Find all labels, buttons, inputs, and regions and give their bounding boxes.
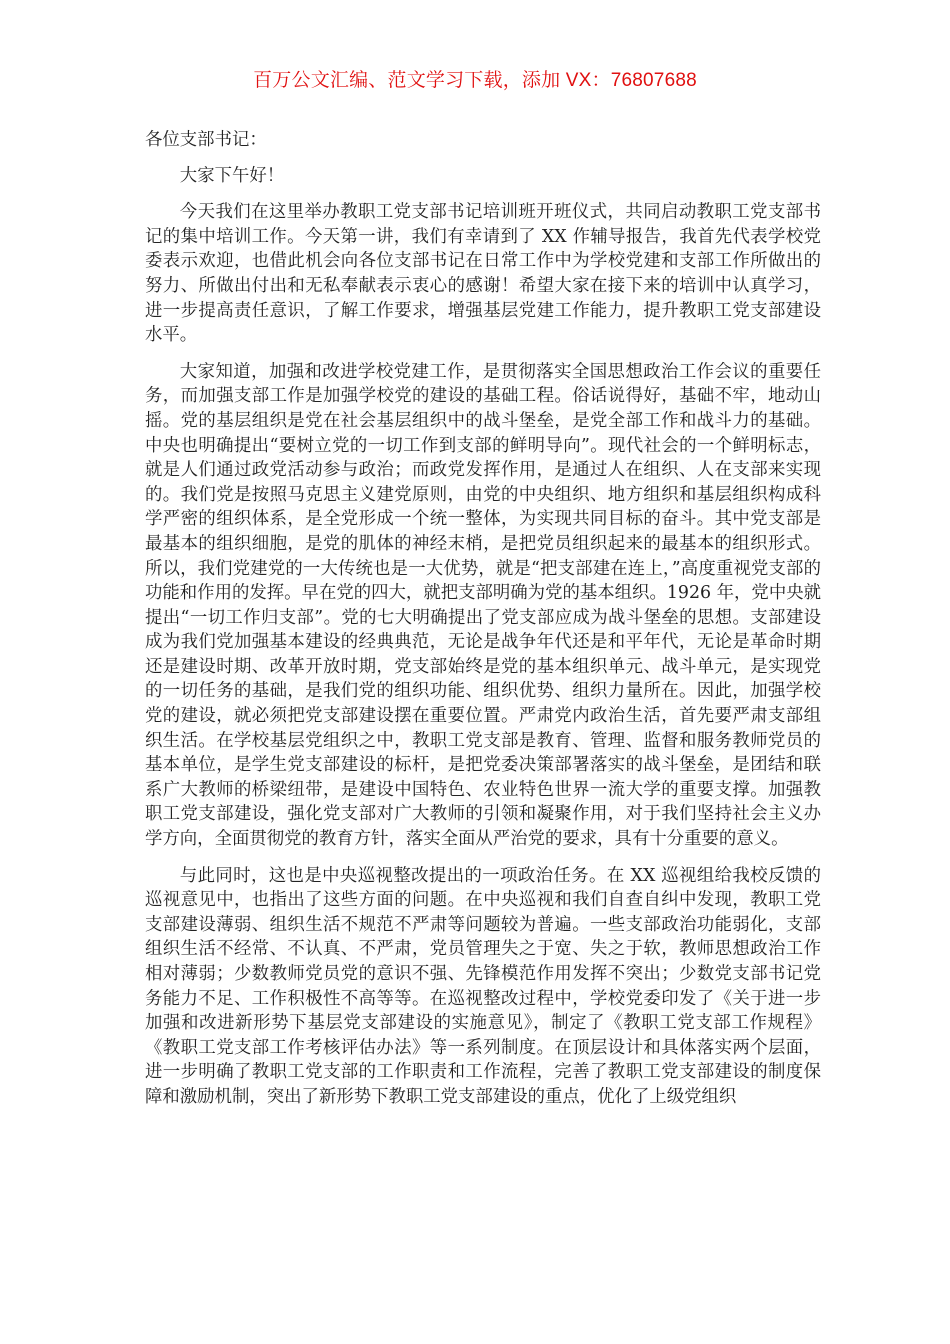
document-body: [145, 128, 821, 1122]
salutation: 各位支部书记：: [145, 130, 267, 150]
header-banner: 百万公文汇编、范文学习下载，添加 VX：76807688: [253, 70, 697, 91]
greeting: 大家下午好！: [179, 165, 285, 186]
paragraph-3: 与此同时，这也是中央巡视整改提出的一项政治任务。在 XX 巡视组给我校反馈的巡视意见中，也指出了这些方面的问题。在中央巡视和我们自查自纠中发现，教职工党支部建设薄弱、组织生活不规范不严肃等问题较为普遍。一些支部政治功能弱化，支部组织生活不经常、不认真、不严肃，党员管理失之于宽、失之于软，教师思想政治工作相对薄弱；少数教师党员党的意识不强、先锋模范作用发挥不突出；少数党支部书记党务能力不足、工作积极性不高等等。在巡视整改过程中，学校党委印发了《关于进一步加强和改进新形势下基层党支部建设的实施意见》，制定了《教职工党支部工作规程》《教职工党支部工作考核评估办法》等一系列制度。在顶层设计和具体落实两个层面，进一步明确了教职工党支部的工作职责和工作流程，完善了教职工党支部建设的制度保障和激励机制，突出了新形势下教职工党支部建设的重点，优化了上级党组织: [145, 865, 821, 1107]
paragraph-1: 今天我们在这里举办教职工党支部书记培训班开班仪式，共同启动教职工党支部书记的集中培训工作。今天第一讲，我们有幸请到了 XX 作辅导报告，我首先代表学校党委表示欢迎，也借此机会向各位支部书记在日常工作中为学校党建和支部工作所做出的努力、所做出付出和无私奉献表示衷心的感谢！希望大家在接下来的培训中认真学习，进一步提高责任意识，了解工作要求，增强基层党建工作能力，提升教职工党支部建设水平。: [145, 202, 821, 346]
paragraph-2: 大家知道，加强和改进学校党建工作，是贯彻落实全国思想政治工作会议的重要任务，而加强支部工作是加强学校党的建设的基础工程。俗话说得好，基础不牢，地动山摇。党的基层组织是党在社会基层组织中的战斗堡垒，是党全部工作和战斗力的基础。中央也明确提出“要树立党的一切工作到支部的鲜明导向”。现代社会的一个鲜明标志，就是人们通过政党活动参与政治；而政党发挥作用，是通过人在组织、人在支部来实现的。我们党是按照马克思主义建党原则，由党的中央组织、地方组织和基层组织构成科学严密的组织体系，是全党形成一个统一整体，为实现共同目标的奋斗。其中党支部是最基本的组织细胞，是党的肌体的神经末梢，是把党员组织起来的最基本的组织形式。所以，我们党建党的一大传统也是一大优势，就是“把支部建在连上，”高度重视党支部的功能和作用的发挥。早在党的四大，就把支部明确为党的基本组织。1926 年，党中央就提出“一切工作归支部”。党的七大明确提出了党支部应成为战斗堡垒的思想。支部建设成为我们党加强基本建设的经典典范，无论是战争年代还是和平年代，无论是革命时期还是建设时期、改革开放时期，党支部始终是党的基本组织单元、战斗单元，是实现党的一切任务的基础，是我们党的组织功能、组织优势、组织力量所在。因此，加强学校党的建设，就必须把党支部建设摆在重要位置。严肃党内政治生活，首先要严肃支部组织生活。在学校基层党组织之中，教职工党支部是教育、管理、监督和服务教师党员的基本单位，是学生党支部建设的标杆，是把党委决策部署落实的战斗堡垒，是团结和联系广大教师的桥梁纽带，是建设中国特色、农业特色世界一流大学的重要支撑。加强教职工党支部建设，强化党支部对广大教师的引领和凝聚作用，对于我们坚持社会主义办学方向，全面贯彻党的教育方针，落实全面从严治党的要求，具有十分重要的意义。: [145, 361, 821, 850]
